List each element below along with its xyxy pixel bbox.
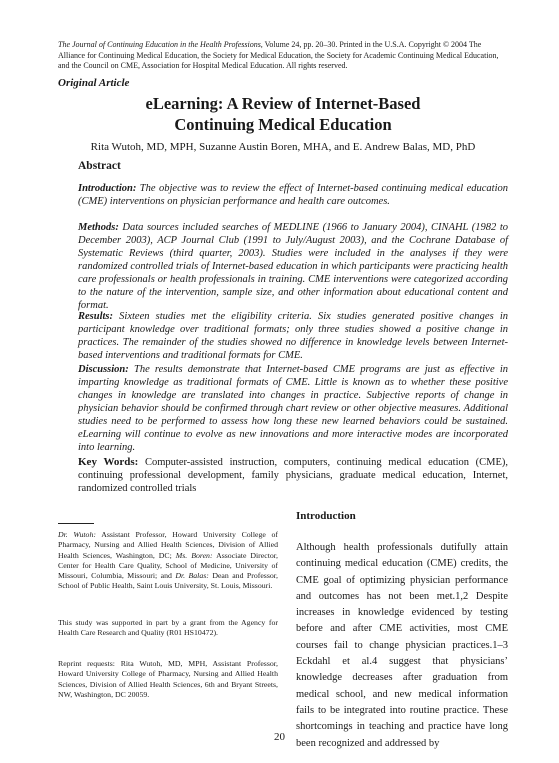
introduction-body: Although health professionals dutifully attain continuing medical education (CME) credits, the CME goal of optimizing physician performance and outcomes has not been met.1,2 Despite increases in knowledge evidenced by testing before and after CME activities, most CME courses fail to change physician practices.1–3 Eckdahl et al.4 suggest that physicians’ knowledge decreases after graduation from medical school, and new medical information fails to be integrated into routine practice. These shortcomings in teaching and practice have long been recognized and addressed by: [296, 542, 508, 749]
abstract-results: [78, 310, 508, 362]
abstract-methods-label: Methods:: [78, 222, 119, 233]
journal-name: The Journal of Continuing Education in the Health Professions,: [58, 40, 263, 49]
abstract-results-text: Sixteen studies met the eligibility criteria. Six studies generated positive changes in participant knowledge over traditional formats; only three studies showed a positive change in practices. The remainder of the studies showed no difference in knowledge levels between Internet-based interventions and traditional formats for CME.: [78, 311, 508, 361]
journal-details: Volume 24, pp. 20–30. Printed in the U.S.A. Copyright © 2004 The Alliance for Continuing Medical Education, the Society for Medical Education, the Society for Academic Continuing Medical Education, and the Council on CME, Association for Hospital Medical Education. All rights reserved.: [58, 40, 499, 70]
abstract-methods: [78, 221, 508, 312]
abstract-discussion: [78, 363, 508, 454]
footnote-affiliations: [58, 530, 278, 592]
footnote-boren-name: Ms. Boren:: [175, 550, 213, 560]
footnote-boren-text: Associate Director, Center for Health Care Quality, School of Medicine, University of Missouri, Columbia, Missouri; and: [58, 550, 278, 581]
article-title: [58, 93, 508, 135]
abstract-results-label: Results:: [78, 311, 114, 322]
keywords-text: Computer-assisted instruction, computers, continuing medical education (CME), continuing professional development, family physicians, graduate medical education, Internet, randomized controlled trials: [78, 457, 508, 494]
page-number: 20: [274, 731, 285, 743]
footnote-reprint-requests: Reprint requests: Rita Wutoh, MD, MPH, Assistant Professor, Howard University College of Pharmacy, Nursing and Allied Health Sciences, Division of Allied Health Sciences, 6th and Bryant Streets, NW, Washington, DC 20059.: [58, 659, 278, 699]
footnote-balas-name: Dr. Balas:: [175, 571, 209, 581]
keywords: [78, 456, 508, 495]
abstract-discussion-label: Discussion:: [78, 364, 129, 375]
footnote-wutoh-name: Dr. Wutoh:: [58, 530, 96, 539]
footnote-funding: This study was supported in part by a grant from the Agency for Health Care Research and Quality (R01 HS10472).: [58, 618, 278, 638]
footnote-divider: [58, 523, 94, 524]
abstract-introduction-label: Introduction:: [78, 183, 137, 194]
footnote-wutoh-text: Assistant Professor, Howard University College of Pharmacy, Nursing and Allied Health Sciences, Division of Allied Health Sciences, Washington, DC;: [58, 530, 278, 560]
footnote-balas-text: Dean and Professor, School of Public Health, Saint Louis University, St. Louis, Missouri.: [58, 571, 279, 591]
keywords-label: Key Words:: [78, 456, 139, 468]
journal-citation: [58, 40, 508, 72]
author-list: Rita Wutoh, MD, MPH, Suzanne Austin Boren, MHA, and E. Andrew Balas, MD, PhD: [90, 141, 476, 153]
title-line-1: eLearning: A Review of Internet-Based: [145, 94, 421, 113]
title-line-2: Continuing Medical Education: [174, 115, 392, 134]
section-type: Original Article: [58, 77, 130, 89]
abstract-introduction: [78, 182, 508, 208]
abstract-discussion-text: The results demonstrate that Internet-based CME programs are just as effective in imparting knowledge as traditional formats of CME. Little is known as to whether these positive changes in knowledge are translated into changes in practice. Subjective reports of change in physician behavior should be confirmed through chart review or other objective measures. Additional studies need to be performed to assess how long these new learned behaviors could be sustained. eLearning will continue to evolve as new innovations and more interactive modes are incorporated into learning.: [78, 364, 508, 453]
abstract-methods-text: Data sources included searches of MEDLINE (1966 to January 2004), CINAHL (1982 to December 2003), ACP Journal Club (1991 to July/August 2003), and the Cochrane Database of Systematic Reviews (third quarter, 2003). Studies were included in the analyses if they were randomized controlled trials of Internet-based education in which participants were practicing health care professionals or health professionals in training. CME interventions were categorized according to the nature of the intervention, sample size, and other information about educational content and format.: [78, 222, 508, 311]
abstract-introduction-text: The objective was to review the effect of Internet-based continuing medical education (CME) interventions on physician performance and health care outcomes.: [78, 183, 508, 207]
abstract-heading: Abstract: [78, 160, 121, 172]
introduction-heading: Introduction: [296, 510, 356, 522]
